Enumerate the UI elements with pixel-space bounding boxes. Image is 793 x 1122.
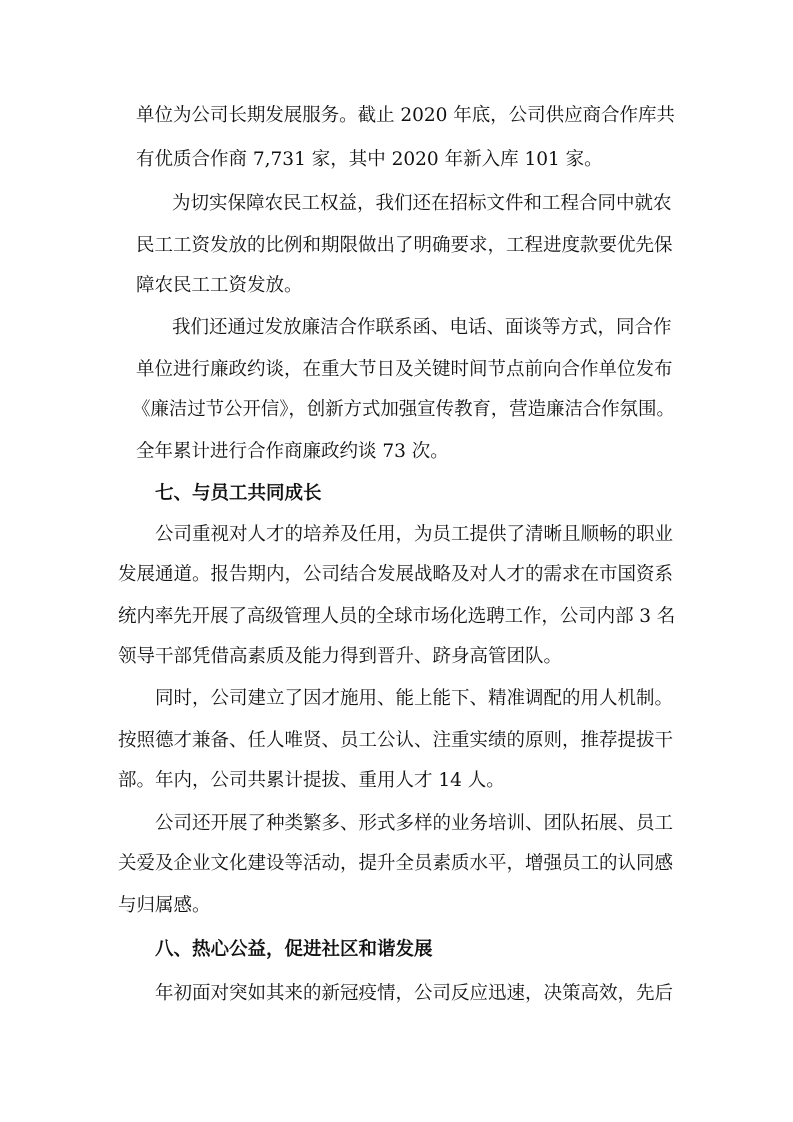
text-line: 为切实保障农民工权益，我们还在招标文件和工程合同中就农 <box>172 193 672 214</box>
text-line: 民工工资发放的比例和期限做出了明确要求，工程进度款要优先保 <box>136 235 673 256</box>
text-line: 按照德才兼备、任人唯贤、员工公认、注重实绩的原则，推荐提拔干 <box>118 730 674 751</box>
text-line: 公司重视对人才的培养及任用，为员工提供了清晰且顺畅的职业 <box>155 524 674 545</box>
text-line: 单位为公司长期发展服务。截止 2020 年底，公司供应商合作库共 <box>136 105 675 126</box>
text-line: 障农民工工资发放。 <box>136 275 303 296</box>
text-line: 发展通道。报告期内，公司结合发展战略及对人才的需求在市国资系 <box>118 564 674 585</box>
text-line: 全年累计进行合作商廉政约谈 73 次。 <box>136 441 449 462</box>
section-heading: 八、热心公益，促进社区和谐发展 <box>155 939 433 960</box>
text-line: 单位进行廉政约谈，在重大节日及关键时间节点前向合作单位发布 <box>136 359 673 380</box>
text-line: 年初面对突如其来的新冠疫情，公司反应迅速，决策高效，先后 <box>155 983 674 1004</box>
section-heading: 七、与员工共同成长 <box>155 483 322 504</box>
text-line: 部。年内，公司共累计提拔、重用人才 14 人。 <box>118 770 505 791</box>
text-line: 《廉洁过节公开信》，创新方式加强宣传教育，营造廉洁合作氛围。 <box>132 399 675 420</box>
text-line: 统内率先开展了高级管理人员的全球市场化选聘工作，公司内部 3 名 <box>118 606 676 627</box>
text-line: 有优质合作商 7,731 家，其中 2020 年新入库 101 家。 <box>136 149 603 170</box>
text-line: 与归属感。 <box>118 895 211 916</box>
text-line: 领导干部凭借高素质及能力得到晋升、跻身高管团队。 <box>118 646 563 667</box>
text-line: 关爱及企业文化建设等活动，提升全员素质水平，增强员工的认同感 <box>118 853 674 874</box>
text-line: 同时，公司建立了因才施用、能上能下、精准调配的用人机制。 <box>155 688 674 709</box>
text-line: 公司还开展了种类繁多、形式多样的业务培训、团队拓展、员工 <box>155 813 674 834</box>
text-line: 我们还通过发放廉洁合作联系函、电话、面谈等方式，同合作 <box>172 317 672 338</box>
